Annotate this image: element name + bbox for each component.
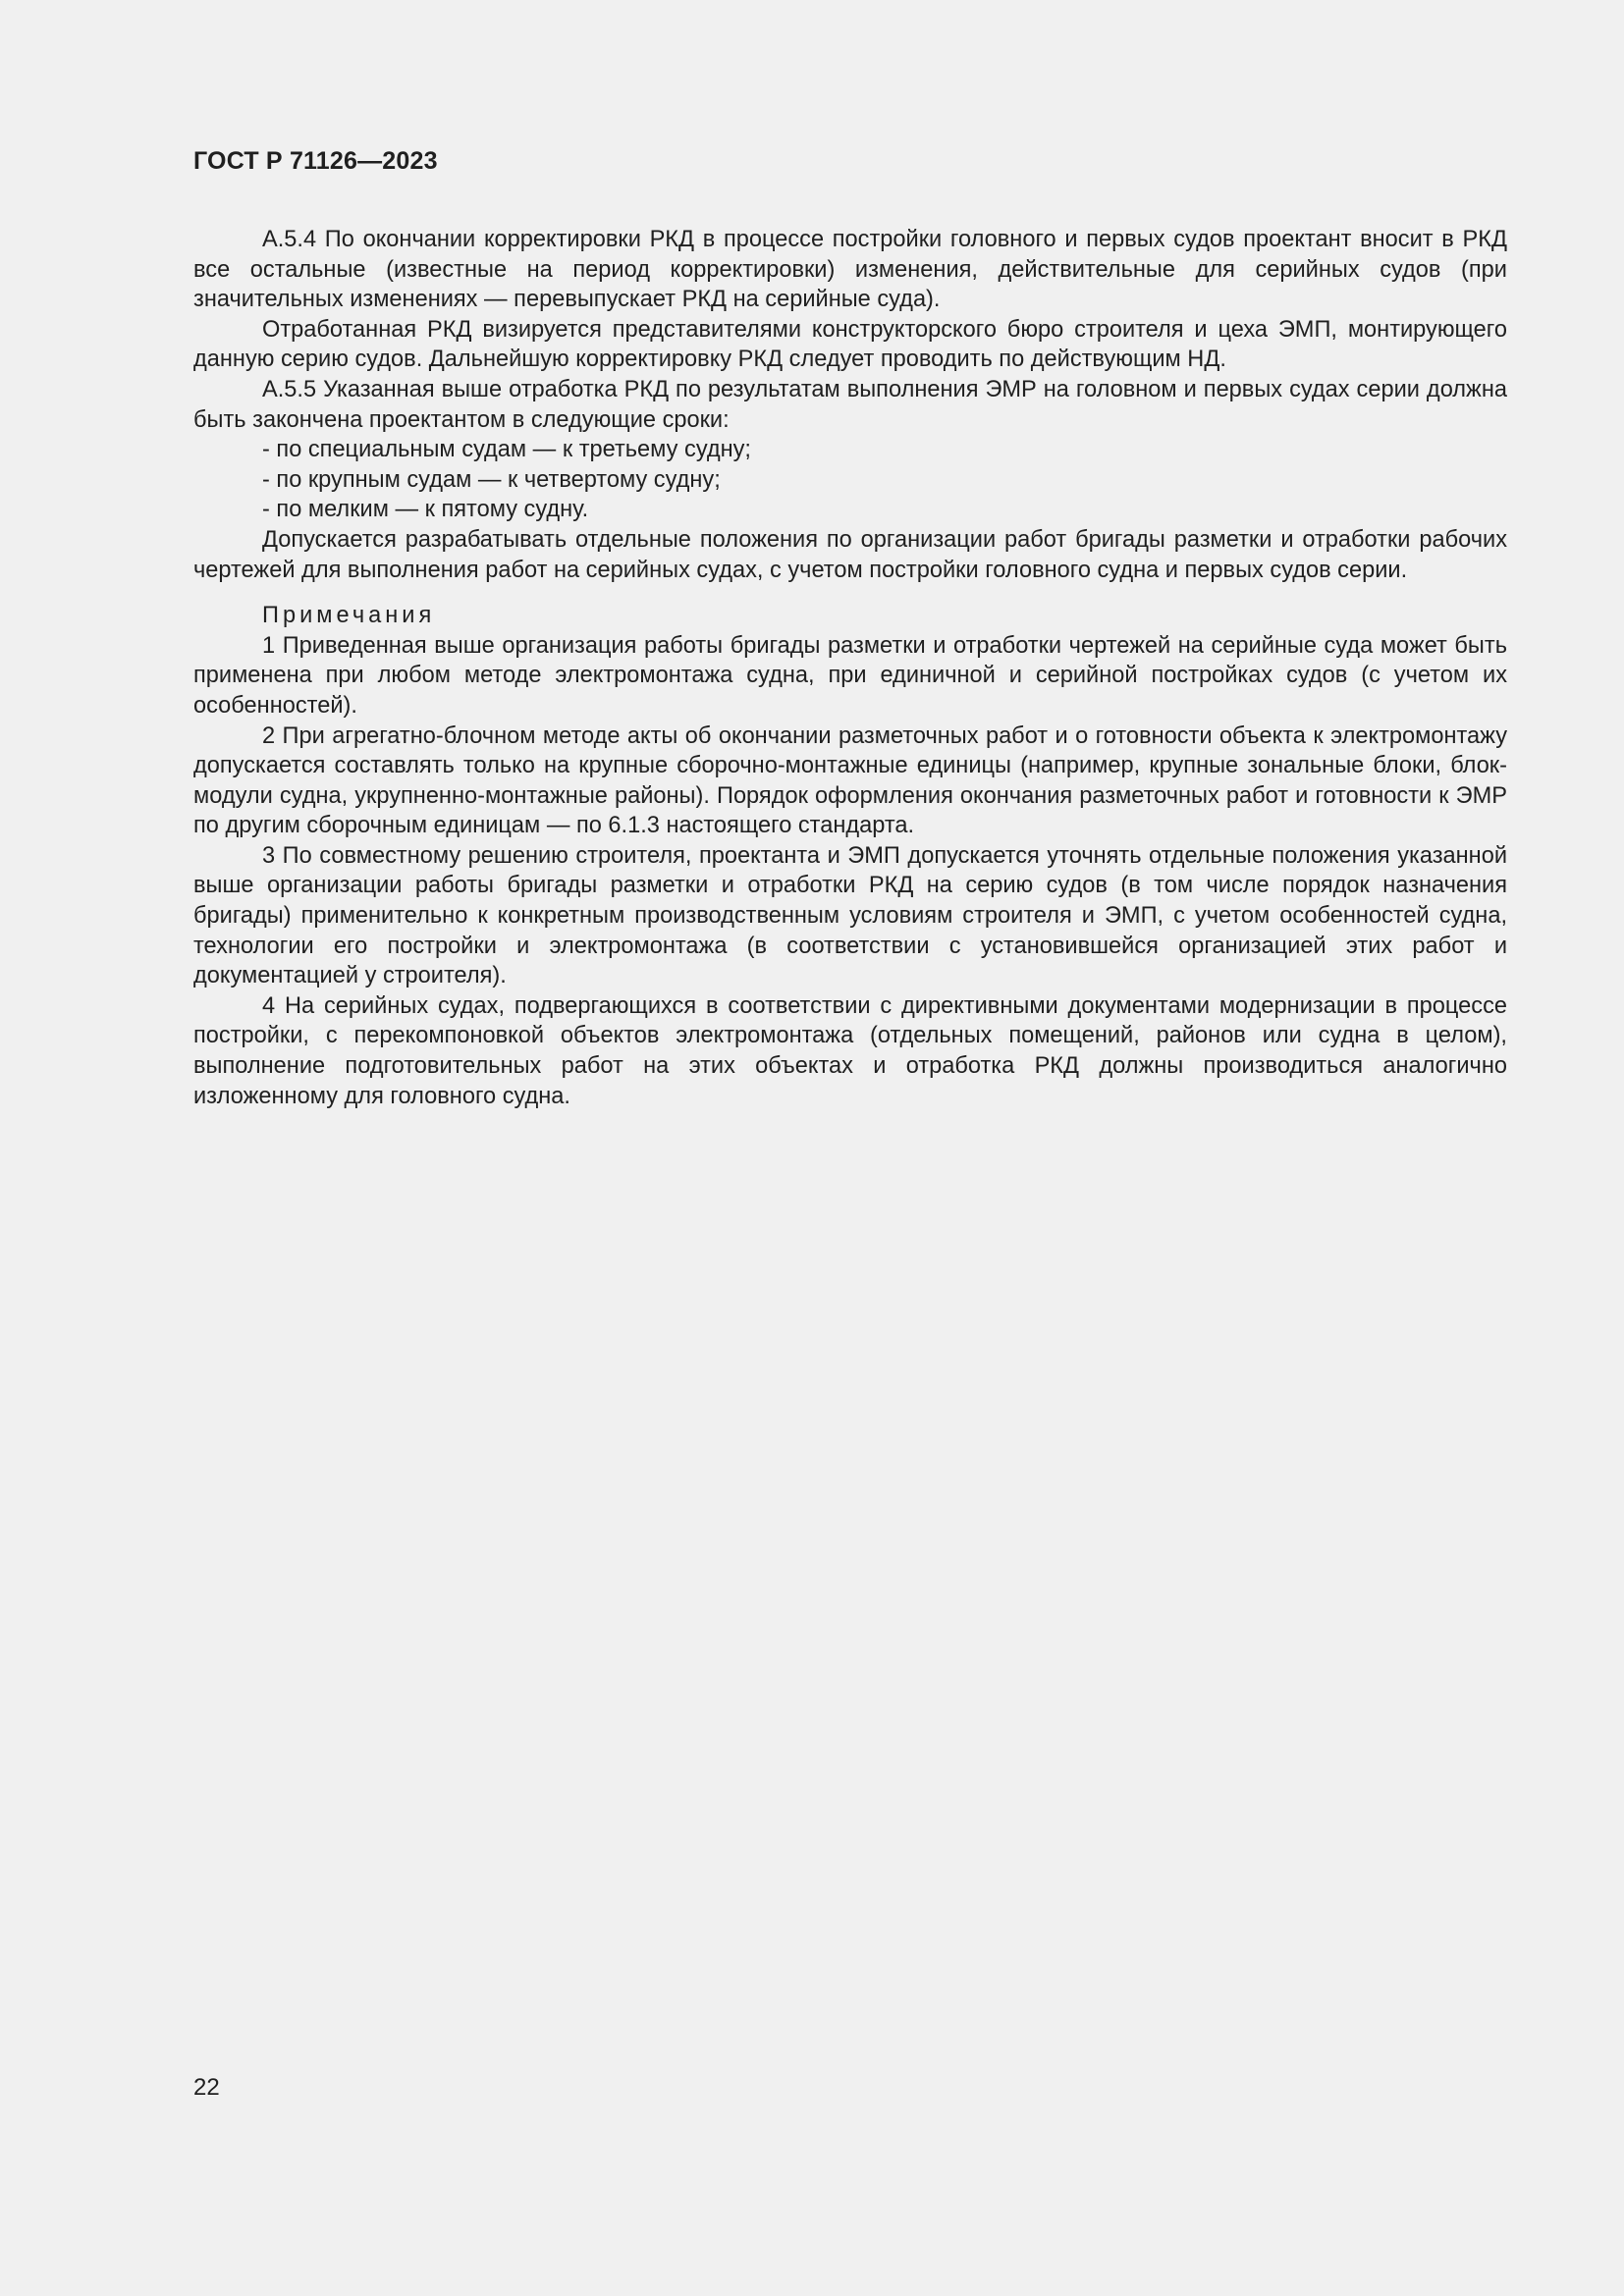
- note-item-2: 2 При агрегатно-блочном методе акты об окончании разметочных работ и о готовности объекта к электромонтажу допускается составлять только на крупные сборочно-монтажные единицы (например, крупные зональные блоки, блок-модули судна, укрупненно-монтажные районы). Порядок оформления окончания разметочных работ и готовности к ЭМР по другим сборочным единицам — по 6.1.3 настоящего стандарта.: [193, 722, 1507, 839]
- note-item-3: 3 По совместному решению строителя, проектанта и ЭМП допускается уточнять отдельные положения указанной выше организации работы бригады разметки и отработки РКД на серию судов (в том числе порядок назначения бригады) применительно к конкретным производственным условиям строителя и ЭМП, с учетом особенностей судна, технологии его постройки и электромонтажа (в соответствии с установившейся организацией этих работ и документацией у строителя).: [193, 842, 1507, 989]
- document-header-title: ГОСТ Р 71126—2023: [193, 147, 438, 175]
- list-item-special-ships: - по специальным судам — к третьему судну;: [262, 437, 751, 463]
- paragraph-allowed-development: Допускается разрабатывать отдельные положения по организации работ бригады разметки и отработки рабочих чертежей для выполнения работ на серийных судах, с учетом постройки головного судна и первых судов серии.: [193, 526, 1507, 583]
- paragraph-a55: А.5.5 Указанная выше отработка РКД по результатам выполнения ЭМР на головном и первых судах серии должна быть закончена проектантом в следующие сроки:: [193, 376, 1507, 433]
- document-body: [193, 225, 1507, 1111]
- paragraph-a54: А.5.4 По окончании корректировки РКД в процессе постройки головного и первых судов проектант вносит в РКД все остальные (известные на период корректировки) изменения, действительные для серийных судов (при значительных изменениях — перевыпускает РКД на серийные суда).: [193, 227, 1507, 313]
- note-item-1: 1 Приведенная выше организация работы бригады разметки и отработки чертежей на серийные суда может быть применена при любом методе электромонтажа судна, при единичной и серийной постройках судов (с учетом их особенностей).: [193, 632, 1507, 719]
- list-item-small-ships: - по мелким — к пятому судну.: [262, 497, 589, 523]
- note-item-4: 4 На серийных судах, подвергающихся в соответствии с директивными документами модернизации в процессе постройки, с перекомпоновкой объектов электромонтажа (отдельных помещений, районов или судна в целом), выполнение подготовительных работ на этих объектах и отработка РКД должны производиться аналогично изложенному для головного судна.: [193, 992, 1507, 1109]
- page-number: 22: [193, 2074, 220, 2101]
- paragraph-rkd-approval: Отработанная РКД визируется представителями конструкторского бюро строителя и цеха ЭМП, монтирующего данную серию судов. Дальнейшую корректировку РКД следует проводить по действующим НД.: [193, 316, 1507, 373]
- notes-heading: Примечания: [262, 603, 436, 629]
- list-item-large-ships: - по крупным судам — к четвертому судну;: [262, 466, 721, 493]
